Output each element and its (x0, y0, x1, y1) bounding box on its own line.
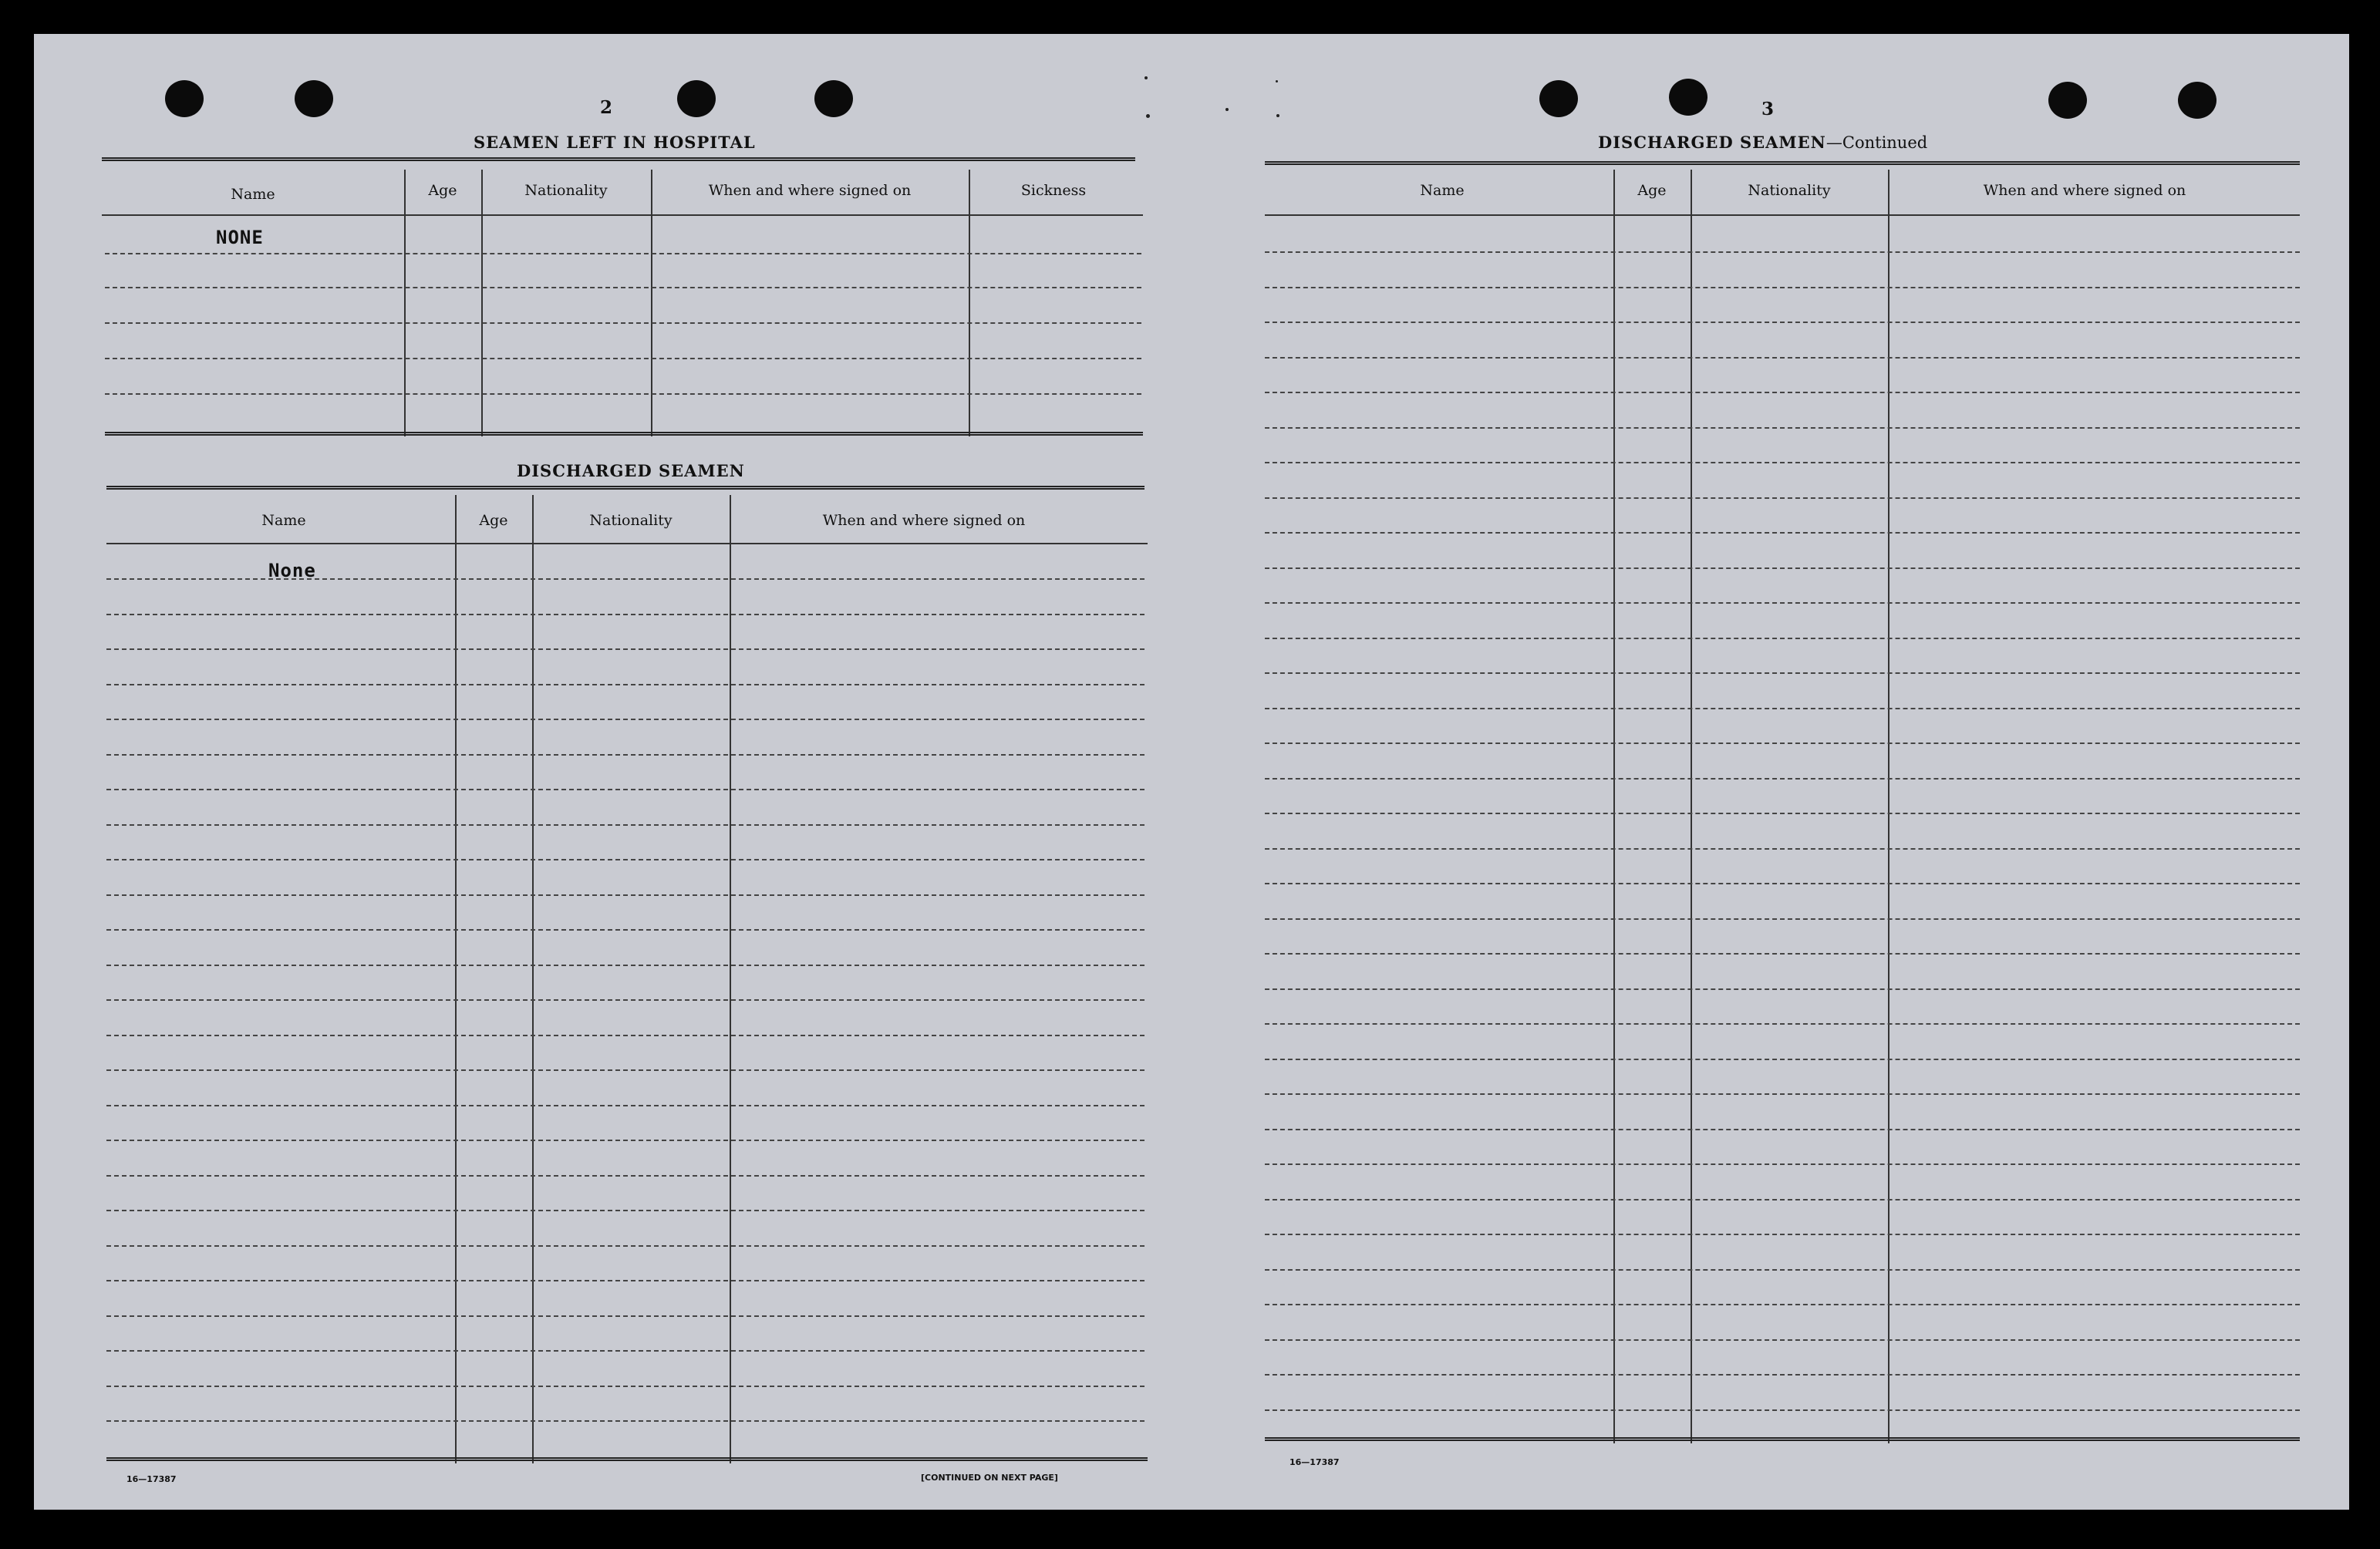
row-line (1265, 1129, 2300, 1130)
column-header-nationality: Nationality (1748, 182, 1831, 199)
header-underline (102, 214, 1143, 216)
punch-hole (1669, 79, 1707, 116)
punch-hole (814, 80, 853, 117)
row-line (1265, 532, 2300, 534)
column-header-when-where: When and where signed on (708, 182, 912, 199)
ink-speck (1276, 80, 1278, 83)
column-divider (651, 170, 652, 436)
column-divider (532, 495, 534, 1463)
row-line (106, 929, 1144, 931)
form-number: 16—17387 (126, 1474, 177, 1484)
row-line (106, 1140, 1144, 1141)
row-line (1265, 322, 2300, 323)
column-header-when-where: When and where signed on (1983, 182, 2186, 199)
ink-speck (1144, 76, 1148, 79)
ink-speck (1146, 114, 1150, 118)
column-divider (1613, 170, 1615, 1443)
column-header-name: Name (231, 186, 275, 203)
column-divider (455, 495, 457, 1463)
row-line (106, 614, 1144, 615)
section-title-text: DISCHARGED SEAMEN (1598, 133, 1826, 152)
row-line (1265, 672, 2300, 674)
punch-hole (165, 80, 204, 117)
row-line (106, 1280, 1144, 1281)
row-line (105, 287, 1141, 288)
row-line (1265, 392, 2300, 393)
row-line (1265, 813, 2300, 814)
table-bottom-rule (106, 1457, 1148, 1461)
row-line (106, 1175, 1144, 1177)
row-line (1265, 1304, 2300, 1305)
section-title-discharged: DISCHARGED SEAMEN (517, 461, 745, 480)
row-line (106, 824, 1144, 826)
row-line (106, 1069, 1144, 1071)
row-line (106, 719, 1144, 720)
row-line (1265, 287, 2300, 288)
hospital-entry: NONE (216, 227, 264, 248)
row-line (106, 1210, 1144, 1211)
row-line (1265, 988, 2300, 990)
continued-note: [CONTINUED ON NEXT PAGE] (921, 1473, 1058, 1483)
row-line (106, 1035, 1144, 1036)
row-line (106, 1386, 1144, 1387)
row-line (1265, 953, 2300, 955)
row-line (105, 358, 1141, 359)
column-header-name: Name (261, 512, 306, 529)
column-header-nationality: Nationality (524, 182, 608, 199)
row-line (106, 684, 1144, 685)
page-number: 3 (1761, 99, 1775, 120)
row-line (106, 789, 1144, 790)
row-line (1265, 427, 2300, 429)
row-line (106, 1350, 1144, 1352)
row-line (1265, 567, 2300, 569)
row-line (105, 253, 1141, 254)
header-underline (106, 543, 1148, 544)
section-title-discharged-continued (1598, 133, 1927, 152)
row-line (1265, 602, 2300, 604)
row-line (106, 965, 1144, 966)
row-line (105, 322, 1141, 324)
column-divider (730, 495, 731, 1463)
row-line (1265, 708, 2300, 709)
section-title-suffix: —Continued (1825, 133, 1928, 152)
column-header-age: Age (479, 512, 508, 529)
row-line (106, 754, 1144, 756)
column-header-when-where: When and where signed on (822, 512, 1026, 529)
column-header-nationality: Nationality (589, 512, 673, 529)
ink-speck (1276, 114, 1279, 117)
row-line (1265, 743, 2300, 744)
row-line (106, 1105, 1144, 1106)
row-line (1265, 1059, 2300, 1060)
row-line (1265, 1023, 2300, 1025)
row-line (1265, 848, 2300, 850)
column-divider (404, 170, 406, 436)
row-line (105, 393, 1141, 395)
section-title-hospital: SEAMEN LEFT IN HOSPITAL (474, 133, 756, 152)
table-top-rule (106, 486, 1144, 490)
column-divider (1888, 170, 1890, 1443)
punch-hole (1539, 80, 1578, 117)
header-underline (1265, 214, 2300, 216)
page-number: 2 (600, 97, 613, 118)
row-line (1265, 357, 2300, 359)
row-line (1265, 638, 2300, 639)
row-line (1265, 1199, 2300, 1200)
column-divider (969, 170, 970, 436)
punch-hole (2048, 82, 2087, 119)
row-line (1265, 462, 2300, 463)
row-line (1265, 883, 2300, 884)
row-line (106, 894, 1144, 896)
row-line (106, 1245, 1144, 1247)
row-line (106, 648, 1144, 650)
document-sheet (34, 34, 2349, 1510)
row-line (1265, 1163, 2300, 1165)
form-number: 16—17387 (1289, 1457, 1340, 1467)
row-line (106, 999, 1144, 1001)
row-line (1265, 251, 2300, 253)
row-line (1265, 1093, 2300, 1095)
row-line (1265, 497, 2300, 499)
column-header-age: Age (428, 182, 457, 199)
table-bottom-rule (1265, 1437, 2300, 1441)
row-line (1265, 778, 2300, 780)
row-line (106, 578, 1144, 580)
row-line (1265, 1339, 2300, 1341)
row-line (106, 1420, 1144, 1422)
table-bottom-rule (105, 432, 1143, 436)
discharged-entry: None (268, 560, 316, 581)
row-line (1265, 1374, 2300, 1376)
row-line (1265, 918, 2300, 920)
punch-hole (295, 80, 333, 117)
column-header-sickness: Sickness (1020, 182, 1087, 199)
column-header-age: Age (1637, 182, 1667, 199)
punch-hole (2178, 82, 2217, 119)
row-line (1265, 1234, 2300, 1235)
row-line (106, 859, 1144, 860)
punch-hole (677, 80, 716, 117)
ink-speck (1225, 108, 1229, 111)
row-line (1265, 1269, 2300, 1271)
column-divider (1691, 170, 1692, 1443)
column-header-name: Name (1420, 182, 1465, 199)
row-line (1265, 1409, 2300, 1411)
table-top-rule (102, 157, 1135, 161)
table-top-rule (1265, 161, 2300, 165)
column-divider (481, 170, 483, 436)
row-line (106, 1315, 1144, 1317)
